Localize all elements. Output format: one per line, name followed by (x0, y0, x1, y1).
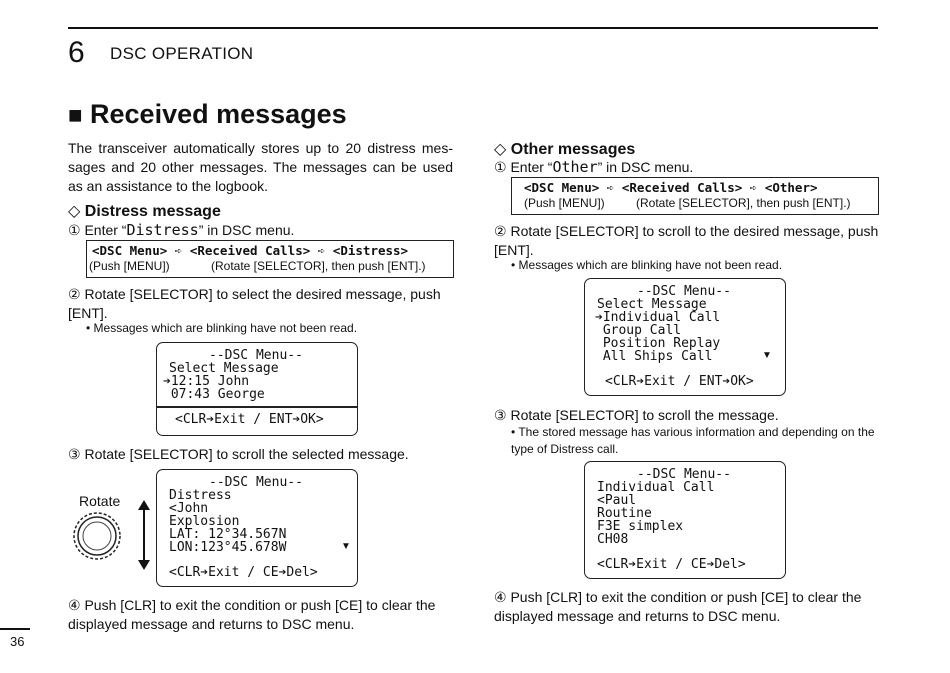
step-text: Enter “ (510, 159, 553, 175)
chapter-number: 6 (68, 36, 85, 69)
lcd-word: Distress (126, 221, 199, 239)
screen-line: Distress (169, 488, 232, 503)
screen-softkeys: <CLR➔Exit / CE➔Del> (597, 557, 746, 572)
section-title-text: Received messages (90, 99, 347, 129)
distress-step2 (68, 285, 453, 323)
screen-line: CH08 (597, 532, 629, 547)
step-text: Enter “ (84, 222, 127, 238)
scroll-down-icon: ▼ (762, 350, 772, 361)
scroll-down-icon: ▼ (341, 541, 351, 552)
screen-line: Select Message (169, 361, 279, 376)
distress-message-screen (156, 469, 358, 587)
screen-line: Individual Call (597, 480, 715, 495)
step-text: Push [CLR] to exit the condition or push [CE] to clear the displayed message and returns to DSC menu. (68, 597, 436, 632)
step-number: ① (494, 159, 507, 175)
other-heading-text: Other messages (510, 141, 636, 158)
other-step2-note: • Messages which are blinking have not been read. (511, 258, 783, 272)
screen-line: Select Message (597, 297, 707, 312)
step-text: ” in DSC menu. (198, 222, 295, 238)
diamond-icon: ◇ (68, 203, 81, 220)
menu-path-line: <DSC Menu> ➪ <Received Calls> ➪ <Distress> (92, 243, 409, 258)
step-number: ③ (68, 446, 81, 462)
other-message-screen (584, 461, 786, 579)
screen-title: --DSC Menu-- (209, 348, 303, 363)
screen-softkeys: <CLR➔Exit / CE➔Del> (169, 565, 318, 580)
screen-line-selected: ➔12:15 John (163, 374, 250, 389)
other-step3 (494, 406, 779, 425)
lcd-word: Other (552, 158, 598, 176)
screen-line: Group Call (595, 323, 682, 338)
step-text: Push [CLR] to exit the condition or push [CE] to clear the displayed message and returns to DSC menu. (494, 589, 862, 624)
screen-divider (157, 406, 357, 408)
screen-line: Routine (597, 506, 652, 521)
step-number: ④ (494, 589, 507, 605)
step-number: ③ (494, 407, 507, 423)
screen-line: <Paul (597, 493, 637, 508)
screen-line: All Ships Call (595, 349, 713, 364)
distress-step2-note: • Messages which are blinking have not been read. (86, 321, 358, 335)
screen-line: F3E simplex (597, 519, 684, 534)
distress-step3 (68, 445, 409, 464)
rotate-label: (Rotate [SELECTOR], then push [ENT].) (211, 259, 426, 273)
screen-title: --DSC Menu-- (637, 467, 731, 482)
distress-heading-text: Distress message (84, 203, 221, 220)
header-rule (68, 27, 878, 29)
menu-path-line: <DSC Menu> ➪ <Received Calls> ➪ <Other> (524, 180, 818, 195)
other-step3-note: • The stored message has various information and depending on the type of Distress call. (511, 425, 875, 456)
push-label: (Push [MENU]) (89, 259, 170, 273)
step-number: ② (68, 286, 81, 302)
page-number-rule (0, 628, 30, 630)
screen-line: Explosion (169, 514, 240, 529)
screen-line: 07:43 George (163, 387, 265, 402)
step-number: ② (494, 223, 507, 239)
screen-title: --DSC Menu-- (637, 284, 731, 299)
other-step4 (494, 588, 884, 626)
other-heading (494, 139, 635, 159)
intro-paragraph: The transceiver automatically stores up to 20 distress mes-sages and 20 other messages. The messages can be used as an assistance to the logbook. (68, 140, 453, 194)
screen-softkeys: <CLR➔Exit / ENT➔OK> (175, 412, 324, 427)
step-number: ④ (68, 597, 81, 613)
screen-line: Position Replay (595, 336, 721, 351)
push-label: (Push [MENU]) (524, 196, 605, 210)
screen-line: LAT: 12°34.567N (169, 527, 287, 542)
section-title (68, 98, 347, 132)
step-text: Rotate [SELECTOR] to select the desired message, push [ENT]. (68, 286, 441, 321)
other-step1 (494, 158, 693, 177)
step-text: ” in DSC menu. (597, 159, 694, 175)
screen-title: --DSC Menu-- (209, 475, 303, 490)
screen-line: <John (169, 501, 209, 516)
distress-menu-path (86, 240, 454, 278)
selector-knob-icon (72, 511, 122, 561)
screen-line-selected: ➔Individual Call (595, 310, 721, 325)
rotate-label: Rotate (79, 493, 121, 509)
other-menu-path (511, 177, 879, 215)
step-text: Rotate [SELECTOR] to scroll the message. (510, 407, 779, 423)
other-select-screen (584, 278, 786, 396)
screen-softkeys: <CLR➔Exit / ENT➔OK> (605, 374, 754, 389)
step-number: ① (68, 222, 81, 238)
diamond-icon: ◇ (494, 141, 507, 158)
rotate-label: (Rotate [SELECTOR], then push [ENT].) (636, 196, 851, 210)
step-text: Rotate [SELECTOR] to scroll to the desired message, push [ENT]. (494, 223, 879, 258)
other-step2 (494, 222, 879, 260)
rotate-arrow-icon (137, 500, 151, 570)
chapter-title: DSC OPERATION (110, 44, 254, 63)
screen-line: LON:123°45.678W (169, 540, 287, 555)
distress-heading (68, 201, 221, 221)
distress-select-screen (156, 342, 358, 436)
distress-step4 (68, 596, 458, 634)
section-square-icon: ■ (68, 102, 83, 129)
distress-step1 (68, 221, 294, 240)
page-number: 36 (10, 634, 25, 649)
step-text: Rotate [SELECTOR] to scroll the selected message. (84, 446, 409, 462)
